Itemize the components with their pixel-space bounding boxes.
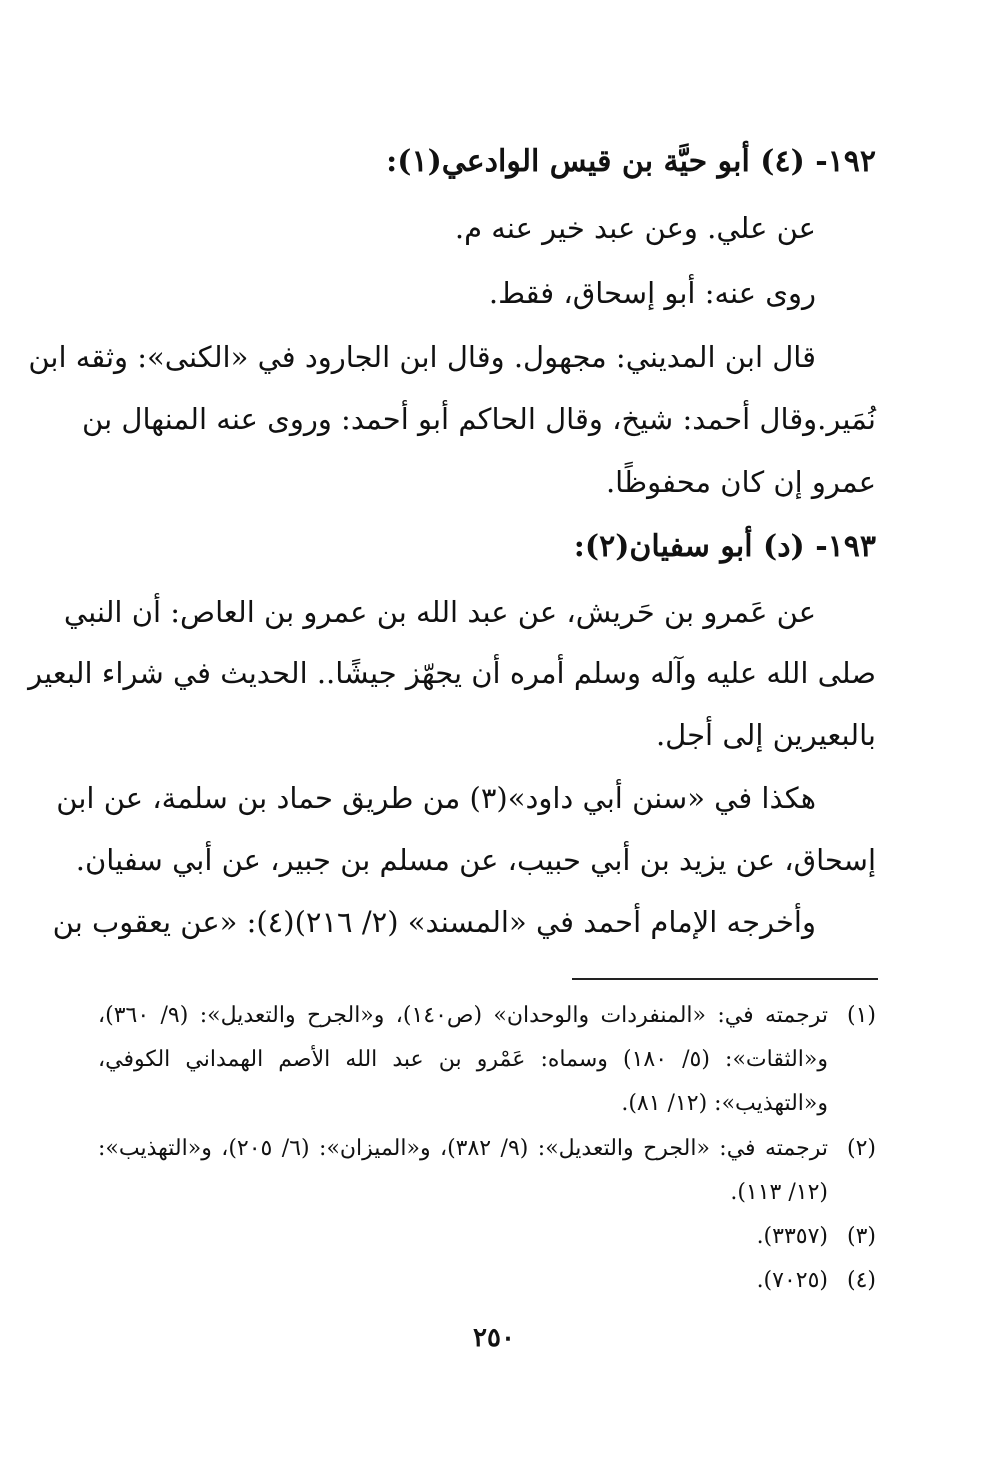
footnote-number: (٢) [846,1136,876,1161]
entry-heading-192: ١٩٢- (٤) أبو حيَّة بن قيس الوادعي(١): [386,144,876,179]
body-line: عن عَمرو بن حَريش، عن عبد الله بن عمرو بن العاص: أن النبي [63,595,816,629]
footnote-line: و«التهذيب»: (١٢/ ٨١). [621,1091,828,1116]
body-line: روى عنه: أبو إسحاق، فقط. [488,276,816,310]
page-number: ٢٥٠ [473,1323,515,1353]
footnote-line: ترجمته في: «المنفردات والوحدان» (ص١٤٠)، و«الجرح والتعديل»: (٩/ ٣٦٠)، [98,1003,828,1028]
body-line: عمرو إن كان محفوظًا. [605,465,876,499]
footnote-separator [572,978,878,980]
footnote-line: (٧٠٢٥). [756,1268,828,1293]
body-line: نُمَير.وقال أحمد: شيخ، وقال الحاكم أبو أحمد: وروى عنه المنهال بن [82,402,876,436]
body-line: صلى الله عليه وآله وسلم أمره أن يجهّز جيشًا.. الحديث في شراء البعير [28,656,876,690]
footnote-line: ترجمته في: «الجرح والتعديل»: (٩/ ٣٨٢)، و«الميزان»: (٦/ ٢٠٥)، و«التهذيب»: [98,1136,829,1161]
footnote-number: (١) [846,1003,876,1028]
body-line: وأخرجه الإمام أحمد في «المسند» (٢/ ٢١٦)(٤): «عن يعقوب بن [52,905,816,939]
body-line: عن علي. وعن عبد خير عنه م. [454,211,816,245]
footnote-line: و«الثقات»: (٥/ ١٨٠) وسماه: عَمْرو بن عبد الله الأصم الهمداني الكوفي، [98,1047,828,1072]
entry-heading-193: ١٩٣- (د) أبو سفيان(٢): [573,529,876,564]
body-line: هكذا في «سنن أبي داود»(٣) من طريق حماد بن سلمة، عن ابن [56,781,816,815]
body-line: إسحاق، عن يزيد بن أبي حبيب، عن مسلم بن جبير، عن أبي سفيان. [75,843,876,877]
footnote-number: (٣) [846,1224,876,1249]
footnote-number: (٤) [846,1268,876,1293]
footnote-line: (٣٣٥٧). [756,1224,828,1249]
footnote-line: (١٢/ ١١٣). [730,1180,828,1205]
body-line: قال ابن المديني: مجهول. وقال ابن الجارود في «الكنى»: وثقه ابن [28,340,816,374]
body-line: بالبعيرين إلى أجل. [655,718,876,752]
